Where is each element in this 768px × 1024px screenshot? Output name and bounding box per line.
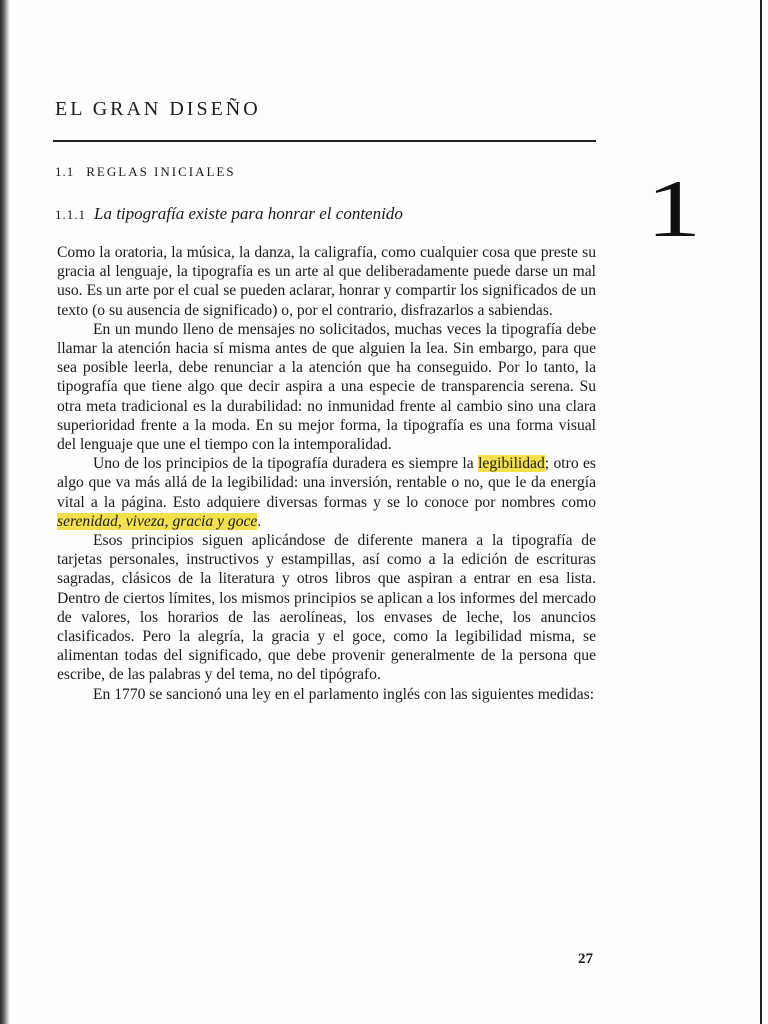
page-number: 27 <box>578 951 593 967</box>
page-edge-line <box>760 0 762 1024</box>
chapter-number: 1 <box>646 163 702 254</box>
section-number: 1.1 <box>55 164 75 179</box>
header-rule <box>53 140 596 142</box>
subsection-number: 1.1.1 <box>55 207 86 222</box>
paragraph-3-text-a: Uno de los principios de la tipografía duradera es siempre la <box>93 455 479 473</box>
paragraph-3-text-c: . <box>257 512 262 530</box>
paragraph-4: Esos principios siguen aplicándose de diferente manera a la tipografía de tarjetas personales, instructivos y estampillas, así como a la edición de escrituras sagradas, clásicos de la literatura y otros libros que aspiran a entrar en esa lista. Dentro de ciertos límites, los mismos principios se aplican a los informes del mercado de valores, los horarios de las aerolíneas, los envases de leche, los anuncios clasificados. Pero la alegría, la gracia y el goce, como la legibilidad misma, se alimentan todas del significado, que debe provenir generalmente de la persona que escribe, de las palabras y del tema, no del tipógrafo. <box>57 532 596 684</box>
paragraph-2: En un mundo lleno de mensajes no solicitados, muchas veces la tipografía debe llamar la atención hacia sí misma antes de que alguien la lea. Sin embargo, para que sea posible leerla, debe renunciar a la atención que ha conseguido. Por lo tanto, la tipografía que tiene algo que decir aspira a una especie de transparencia serena. Su otra meta tradicional es la durabilidad: no inmunidad frente al cambio sino una clara superioridad frente a la moda. En su mejor forma, la tipografía es una forma visual del lenguaje que une el tiempo con la intemporalidad. <box>57 320 596 454</box>
section-heading <box>55 164 236 180</box>
running-head: EL GRAN DISEÑO <box>55 98 261 120</box>
paragraph-3-text-b: ; otro es algo que va más allá de la legibilidad: una inversión, rentable o no, que le da energía vital a la página. Esto adquiere diversas formas y se lo conoce por nombres como <box>57 455 596 511</box>
highlighted-legibilidad: legibilidad <box>478 455 545 473</box>
subsection-title: La tipografía existe para honrar el contenido <box>94 204 403 223</box>
paragraph-5: En 1770 se sancionó una ley en el parlamento inglés con las siguientes medidas: <box>93 685 595 703</box>
paragraph-3 <box>57 454 596 531</box>
body-text <box>57 243 596 704</box>
highlighted-serenidad-phrase: serenidad, viveza, gracia y goce <box>57 512 258 530</box>
paragraph-1: Como la oratoria, la música, la danza, la caligrafía, como cualquier cosa que preste su gracia al lenguaje, la tipografía es un arte al que deliberadamente puede darse un mal uso. Es un arte por el cual se pueden aclarar, honrar y compartir los significados de un texto (o su ausencia de significado) o, por el contrario, disfrazarlos a sabiendas. <box>57 244 596 319</box>
subsection-heading <box>55 204 403 224</box>
section-title: REGLAS INICIALES <box>86 164 236 179</box>
scan-edge-shadow <box>0 0 10 1024</box>
